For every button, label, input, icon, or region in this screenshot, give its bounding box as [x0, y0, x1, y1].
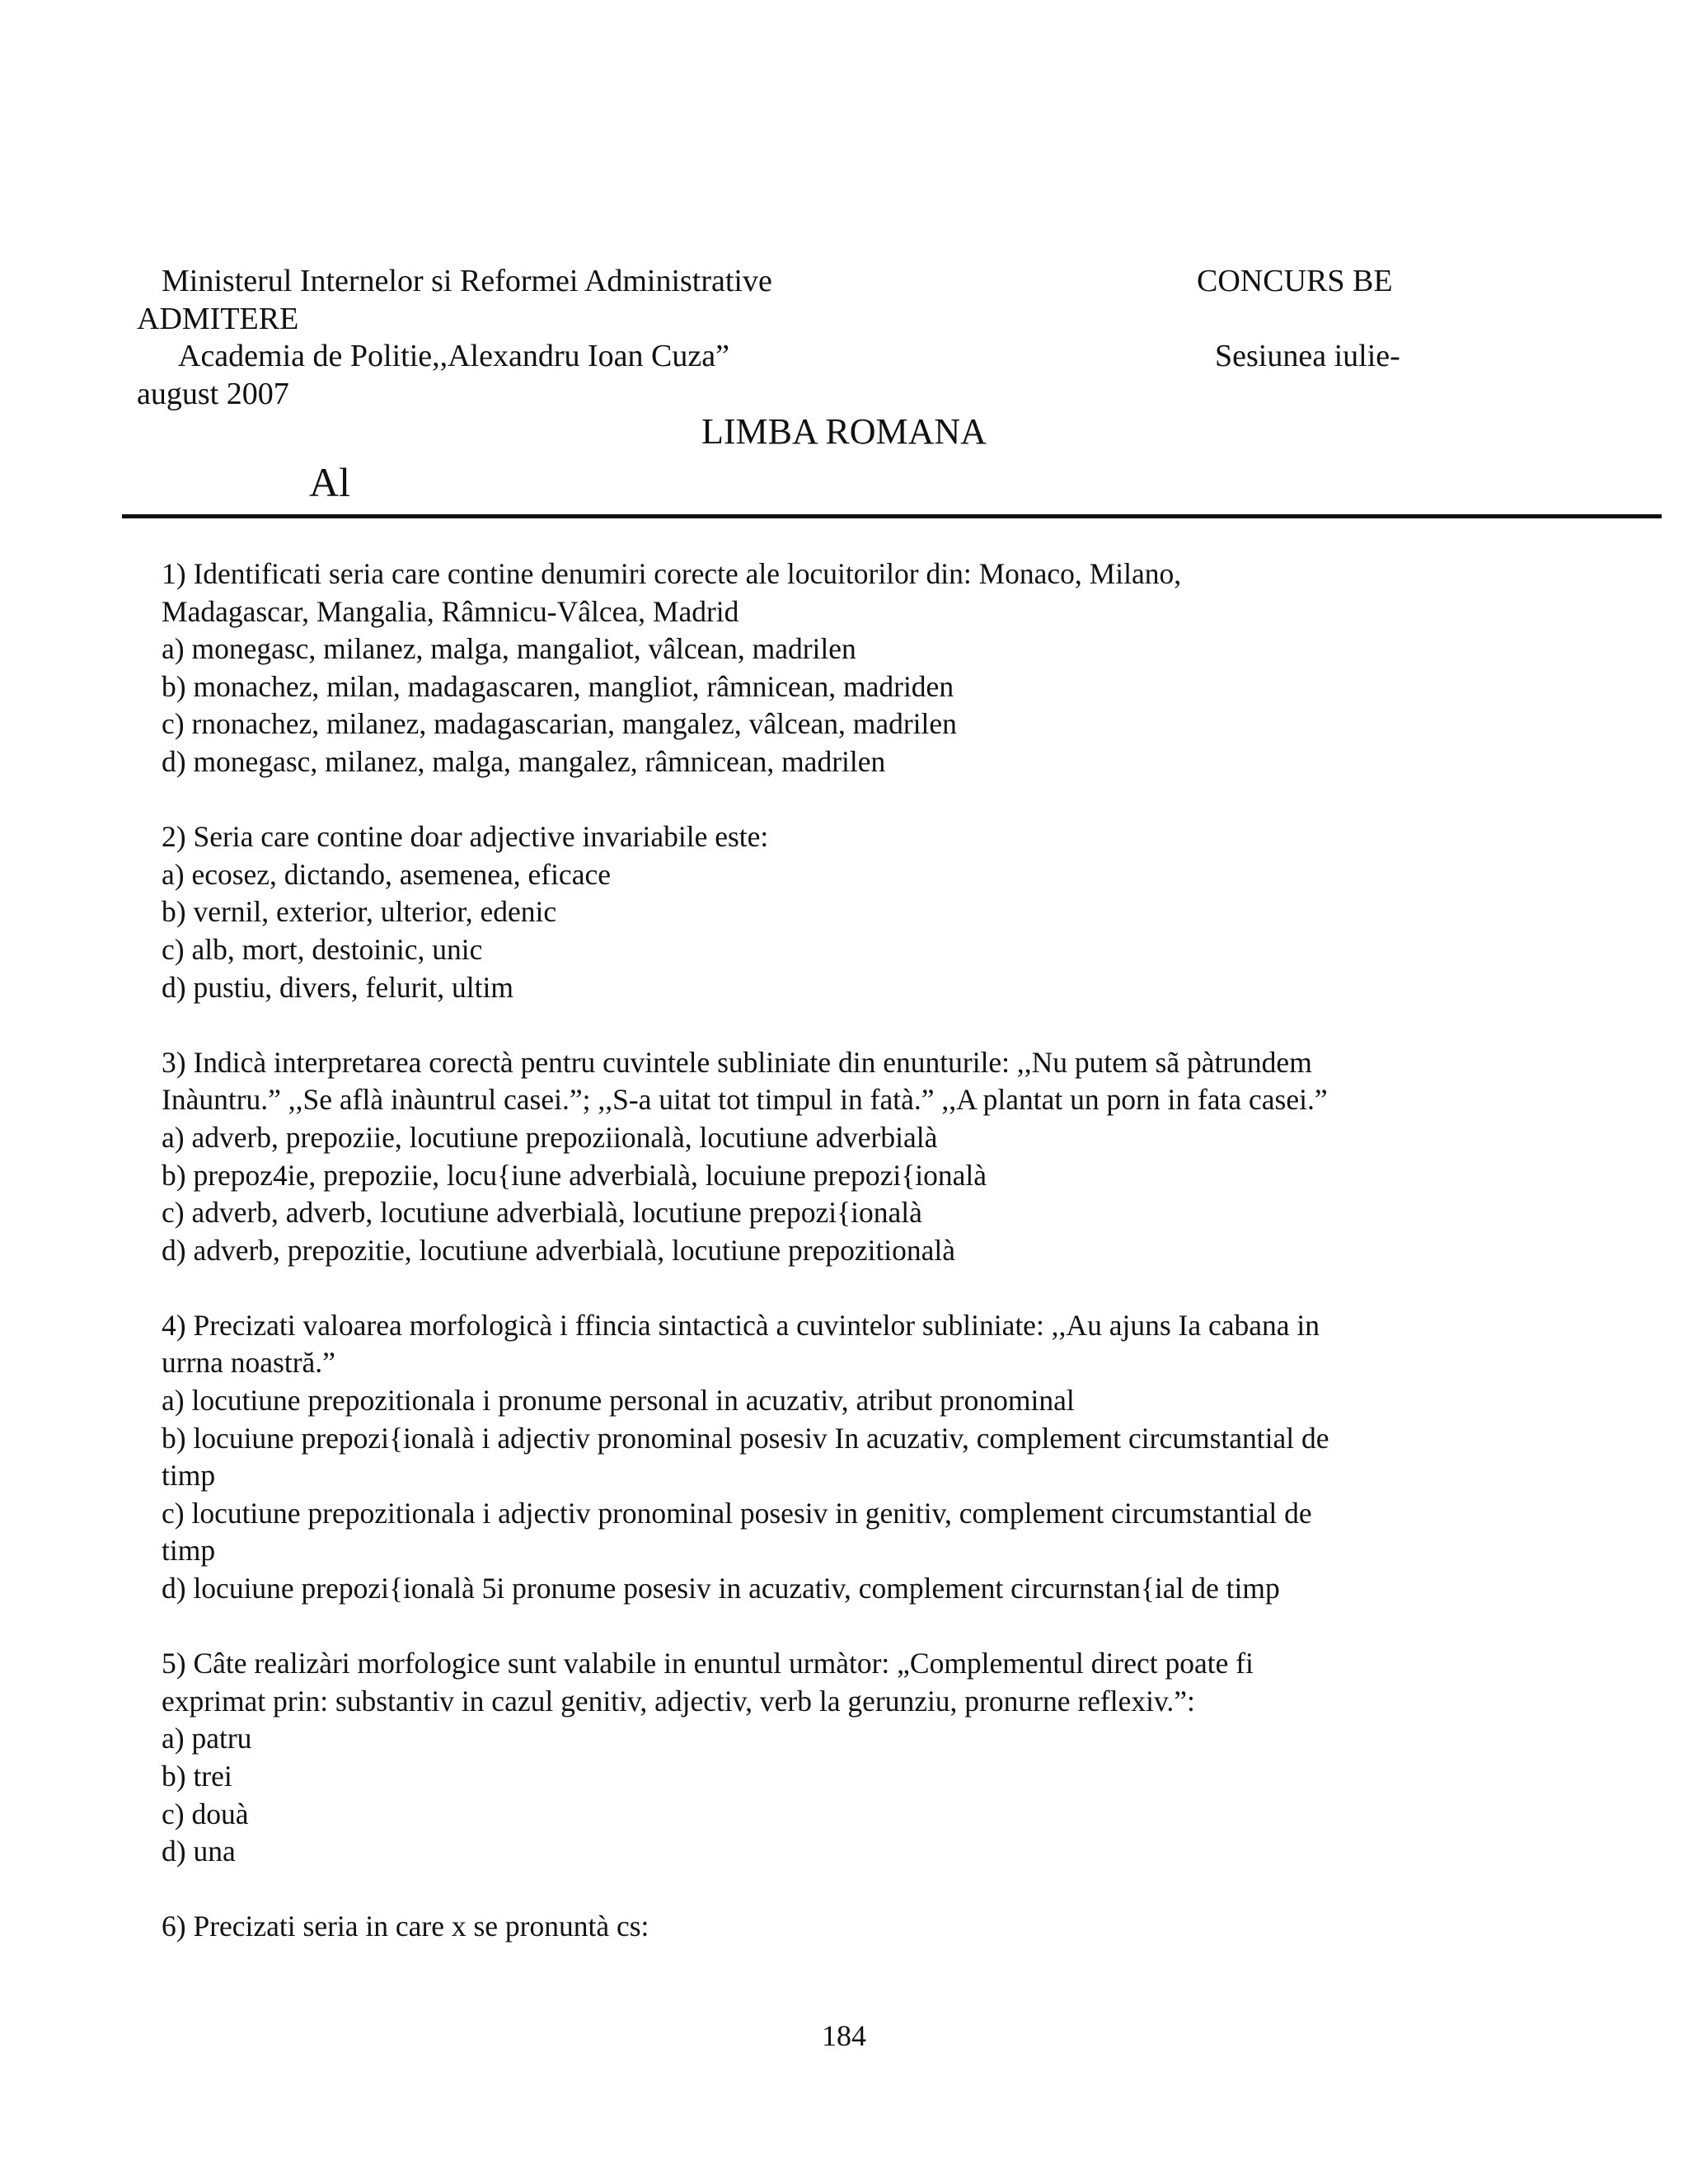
header-divider	[122, 514, 1662, 518]
question-line: Inàuntru.” ,,Se aflà inàuntrul casei.”; ,,S-a uitat tot timpul in fatà.” ,,A plantat un porn in fata casei.”	[162, 1083, 1328, 1117]
question-line: b) trei	[162, 1760, 232, 1793]
questions-list	[162, 555, 1563, 1984]
question-text: 2) Seria care contine doar adjective invariabile este:	[162, 820, 769, 854]
variant-label: Al	[309, 459, 350, 505]
question-5	[162, 1645, 1563, 1871]
question-line: timp	[162, 1459, 216, 1493]
question-line: exprimat prin: substantiv in cazul genitiv, adjectiv, verb la gerunziu, pronurne reflexiv.”:	[162, 1684, 1195, 1718]
question-line: b) locuiune prepozi{ionalà i adjectiv pronominal posesiv In acuzativ, complement circumstantial de	[162, 1421, 1329, 1455]
question-2	[162, 818, 1563, 1006]
question-line: c) douà	[162, 1797, 249, 1830]
question-4	[162, 1307, 1563, 1608]
page-number: 184	[822, 2019, 866, 2052]
question-text: 1) Identificati seria care contine denumiri corecte ale locuitorilor din: Monaco, Milano,	[162, 557, 1182, 590]
question-line: c) adverb, adverb, locutiune adverbialà, locutiune prepozi{ionalà	[162, 1196, 922, 1230]
question-text: 4) Precizati valoarea morfologicà i ffincia sintacticà a cuvintelor subliniate: ,,Au ajuns Ia cabana in	[162, 1308, 1320, 1342]
header-academy: Academia de Politie,,Alexandru Ioan Cuza”	[178, 339, 729, 373]
header-session-year: august 2007	[137, 377, 289, 411]
header-contest: CONCURS BE	[1197, 264, 1393, 298]
header-ministry: Ministerul Internelor si Reformei Administrative	[162, 264, 772, 298]
question-1	[162, 555, 1563, 781]
question-line: b) monachez, milan, madagascaren, mangliot, râmnicean, madriden	[162, 669, 954, 703]
header-session: Sesiunea iulie-	[1215, 339, 1400, 373]
question-line: b) prepoz4ie, prepoziie, locu{iune adverbialà, locuiune prepozi{ionalà	[162, 1158, 987, 1192]
question-text: 5) Câte realizàri morfologice sunt valabile in enuntul urmàtor: „Complementul direct poate fi	[162, 1647, 1254, 1680]
question-text: 3) Indicà interpretarea corectà pentru cuvintele subliniate din enunturile: ,,Nu putem sã pàtrundem	[162, 1045, 1312, 1079]
question-text: 6) Precizati seria in care x se pronuntà cs:	[162, 1910, 649, 1943]
question-line: d) adverb, prepozitie, locutiune adverbialà, locutiune prepozitionalà	[162, 1233, 956, 1267]
question-line: a) locutiune prepozitionala i pronume personal in acuzativ, atribut pronominal	[162, 1384, 1075, 1418]
question-line: a) monegasc, milanez, malga, mangaliot, vâlcean, madrilen	[162, 632, 856, 666]
question-line: c) locutiune prepozitionala i adjectiv pronominal posesiv in genitiv, complement circumstantial de	[162, 1496, 1312, 1530]
question-line: b) vernil, exterior, ulterior, edenic	[162, 895, 557, 929]
question-line: a) ecosez, dictando, asemenea, eficace	[162, 857, 611, 891]
header-admission: ADMITERE	[137, 302, 299, 336]
question-line: urrna noastră.”	[162, 1346, 335, 1380]
question-line: d) una	[162, 1835, 236, 1868]
subject-title: LIMBA ROMANA	[701, 411, 987, 452]
question-line: timp	[162, 1534, 216, 1568]
question-line: a) patru	[162, 1722, 252, 1755]
question-line: c) rnonachez, milanez, madagascarian, mangalez, vâlcean, madrilen	[162, 707, 957, 741]
question-6	[162, 1908, 1563, 1946]
question-line: c) alb, mort, destoinic, unic	[162, 932, 483, 966]
question-line: d) pustiu, divers, felurit, ultim	[162, 970, 513, 1004]
question-line: d) monegasc, milanez, malga, mangalez, râmnicean, madrilen	[162, 744, 886, 778]
question-3	[162, 1044, 1563, 1270]
question-line: a) adverb, prepoziie, locutiune prepoziionalà, locutiune adverbialà	[162, 1120, 938, 1154]
question-line: d) locuiune prepozi{ionalà 5i pronume posesiv in acuzativ, complement circurnstan{ial de timp	[162, 1572, 1280, 1605]
question-line: Madagascar, Mangalia, Râmnicu-Vâlcea, Madrid	[162, 594, 739, 628]
